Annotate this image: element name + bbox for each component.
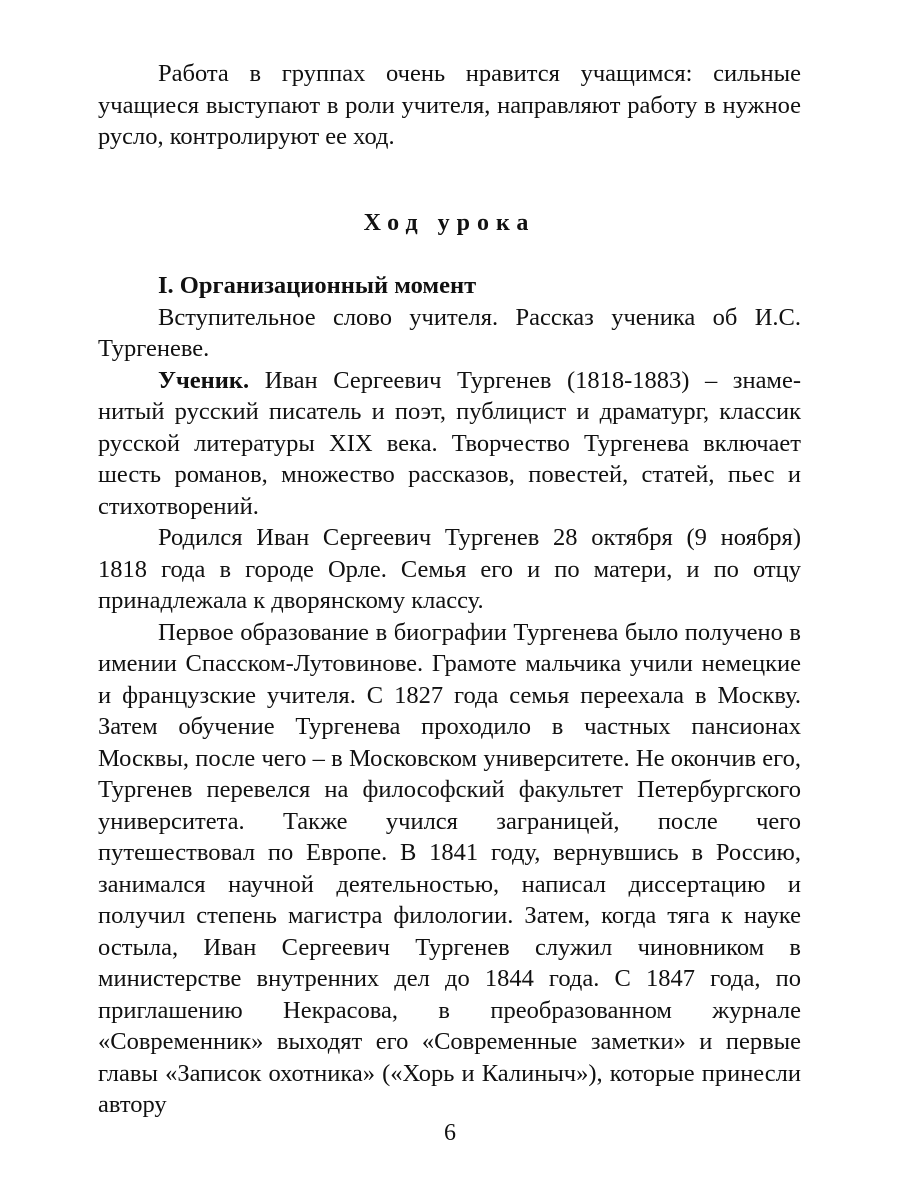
paragraph-student-intro: [98, 365, 801, 523]
lesson-title: Ход урока: [363, 210, 536, 236]
paragraph-birth: [98, 522, 801, 617]
paragraph-text: Первое образование в биографии Тургенева было получено в имении Спасском-Лутовинове. Грамоте мальчика учили немецкие и французские учителя. С 1827 года семья переехала в Москву. Затем обучение Тургенева проходило в частных пансионах Москвы, после чего – в Московском университете. Не окончив его, Тургенев перевелся на философский факультет Петербургского университета. Также учился заграницей, после чего путешествовал по Европе. В 1841 году, вернувшись в Россию, занимался научной деятельностью, написал диссертацию и получил степень магистра филологии. Затем, когда тяга к науке остыла, Иван Сергеевич Тургенев служил чиновником в министерстве внутренних дел до 1844 года. С 1847 года, по приглашению Некрасова, в преобразованном журнале «Современник» выходят его «Современные заметки» и первые главы «Записок охотника» («Хорь и Калиныч»), которые принесли автору: [98, 618, 801, 1118]
paragraph-text: Иван Сергеевич Тургенев (1818-1883) – знаменитый русский писатель и поэт, публицист и драматург, классик русской литературы XIX века. Творчество Тургенева включает шесть романов, множество рассказов, повестей, статей, пьес и стихотворений.: [98, 366, 801, 520]
paragraph-text: Родился Иван Сергеевич Тургенев 28 октября (9 ноября) 1818 года в городе Орле. Семья его и по матери, и по отцу принадлежала к дворянскому классу.: [98, 524, 801, 614]
intro-paragraph: Работа в группах очень нравится учащимся: сильные учащиеся выступают в роли учителя, направляют работу в нужное русло, контролируют ее ход.: [98, 60, 801, 150]
page-number: 6: [444, 1120, 456, 1146]
document-page: [98, 58, 801, 1178]
paragraph-teacher-intro: [98, 302, 801, 365]
speaker-label: Ученик.: [158, 366, 250, 394]
section-heading: I. Организационный момент: [158, 272, 477, 299]
paragraph-education: [98, 617, 801, 1121]
paragraph-text: Вступительное слово учителя. Рассказ ученика об И.С. Тургеневе.: [98, 303, 801, 362]
body-text: [98, 270, 801, 1121]
